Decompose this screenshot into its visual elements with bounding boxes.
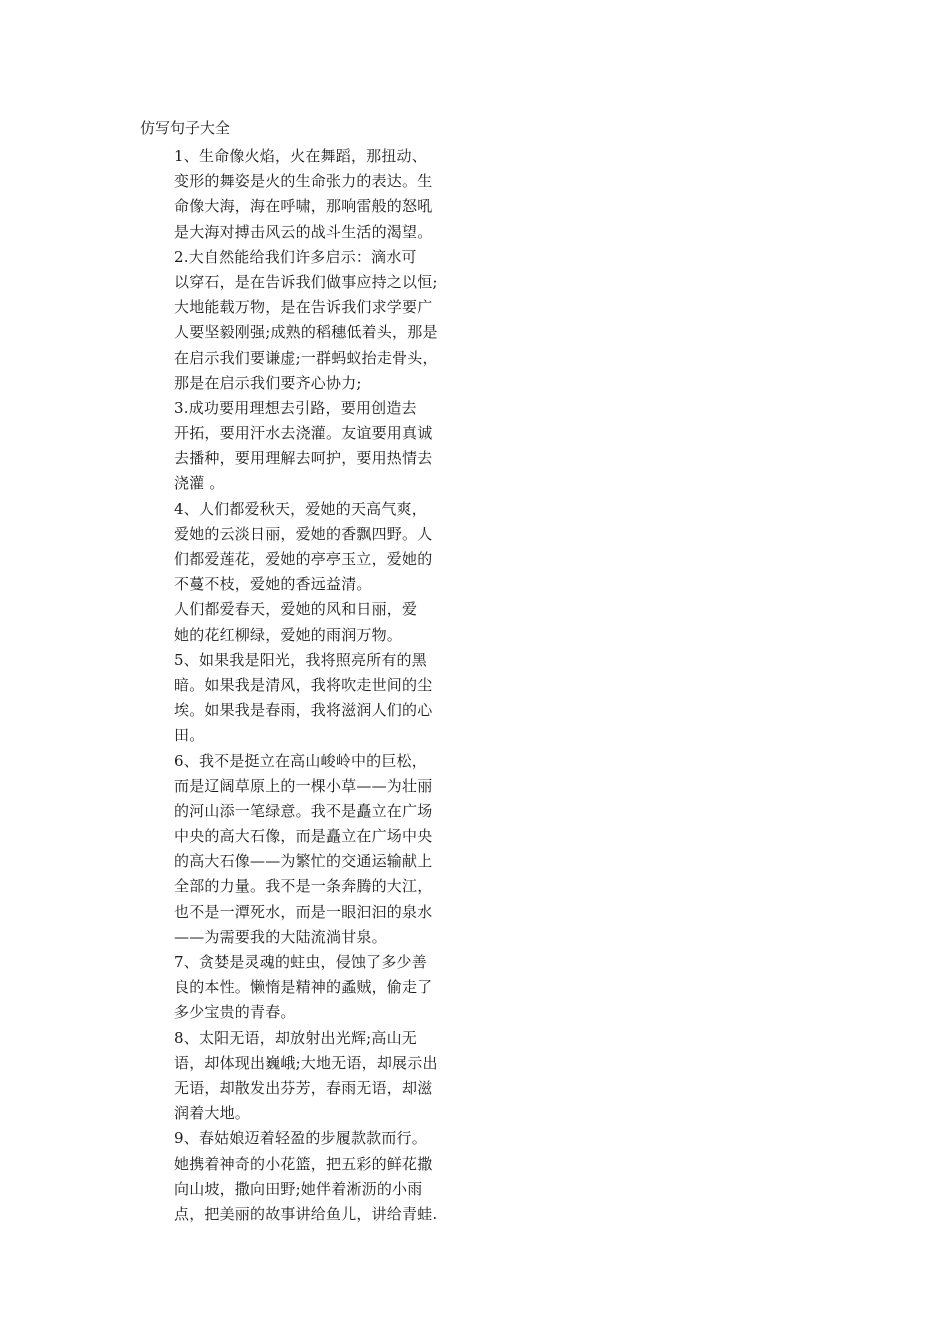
body-text-line: 的河山添一笔绿意。我不是矗立在广场: [174, 801, 433, 820]
body-text-line: 4、人们都爱秋天，爱她的天高气爽，: [174, 499, 427, 518]
body-text-line: 多少宝贵的青春。: [174, 1003, 296, 1022]
body-text-line: 5、如果我是阳光，我将照亮所有的黑: [174, 650, 427, 669]
body-text-line: 2.大自然能给我们许多启示：滴水可: [174, 247, 417, 266]
body-text-line: 的高大石像——为繁忙的交通运输献上: [174, 852, 433, 871]
document-title: 仿写句子大全: [140, 119, 231, 137]
body-text-line: 7、贪婪是灵魂的蛀虫，侵蚀了多少善: [174, 953, 427, 971]
body-text-line: 良的本性。懒惰是精神的蟊贼，偷走了: [174, 978, 433, 997]
document-body: [174, 144, 494, 1227]
body-text-line: 大地能载万物，是在告诉我们求学要广: [174, 298, 433, 317]
body-text-line: 1、生命像火焰，火在舞蹈，那扭动、: [174, 147, 427, 165]
body-text-line: 命像大海，海在呼啸，那响雷般的怒吼: [174, 197, 433, 216]
body-text-line: 她的花红柳绿，爱她的雨润万物。: [174, 625, 403, 644]
body-text-line: 埃。如果我是春雨，我将滋润人们的心: [174, 701, 433, 720]
body-text-line: 们都爱莲花，爱她的亭亭玉立，爱她的: [174, 550, 433, 568]
body-text-line: 浇灌 。: [174, 474, 225, 493]
body-text-line: 无语，却散发出芬芳，春雨无语，却滋: [174, 1078, 433, 1097]
body-text-line: 以穿石，是在告诉我们做事应持之以恒;: [174, 272, 438, 291]
body-text-line: ——为需要我的大陆流淌甘泉。: [174, 927, 387, 946]
body-text-line: 田。: [174, 726, 205, 745]
body-text-line: 中央的高大石像，而是矗立在广场中央: [174, 827, 433, 846]
body-text-line: 也不是一潭死水，而是一眼汩汩的泉水: [174, 902, 433, 921]
body-text-line: 开拓，要用汗水去浇灌。友谊要用真诚: [174, 424, 433, 443]
body-text-line: 8、太阳无语，却放射出光辉;高山无: [174, 1028, 417, 1047]
body-text-line: 那是在启示我们要齐心协力;: [174, 373, 362, 392]
body-text-line: 润着大地。: [174, 1104, 251, 1123]
body-text-line: 语，却体现出巍峨;大地无语，却展示出: [174, 1053, 438, 1072]
body-text-line: 人要坚毅刚强;成熟的稻穗低着头，那是: [174, 323, 438, 342]
body-text-line: 暗。如果我是清风，我将吹走世间的尘: [174, 675, 433, 694]
body-text-line: 全部的力量。我不是一条奔腾的大江，: [174, 877, 433, 896]
body-text-line: 去播种，要用理解去呵护，要用热情去: [174, 449, 433, 468]
body-text-line: 是大海对搏击风云的战斗生活的渴望。: [174, 222, 433, 241]
body-text-line: 3.成功要用理想去引路，要用创造去: [174, 398, 417, 417]
body-text-line: 人们都爱春天，爱她的风和日丽，爱: [174, 600, 418, 619]
body-text-line: 不蔓不枝，爱她的香远益清。: [174, 575, 372, 594]
body-text-line: 向山坡，撒向田野;她伴着淅沥的小雨: [174, 1179, 423, 1198]
body-text-line: 在启示我们要谦虚;一群蚂蚁抬走骨头，: [174, 348, 438, 367]
body-text-line: 爱她的云淡日丽，爱她的香飘四野。人: [174, 524, 433, 543]
body-text-line: 点，把美丽的故事讲给鱼儿，讲给青蛙.: [174, 1204, 438, 1223]
body-text-line: 她携着神奇的小花篮，把五彩的鲜花撒: [174, 1154, 433, 1173]
body-text-line: 6、我不是挺立在高山峻岭中的巨松，: [174, 751, 427, 770]
body-text-line: 变形的舞姿是火的生命张力的表达。生: [174, 172, 433, 191]
body-text-line: 而是辽阔草原上的一棵小草——为壮丽: [174, 776, 433, 795]
body-text-line: 9、春姑娘迈着轻盈的步履款款而行。: [174, 1129, 427, 1148]
